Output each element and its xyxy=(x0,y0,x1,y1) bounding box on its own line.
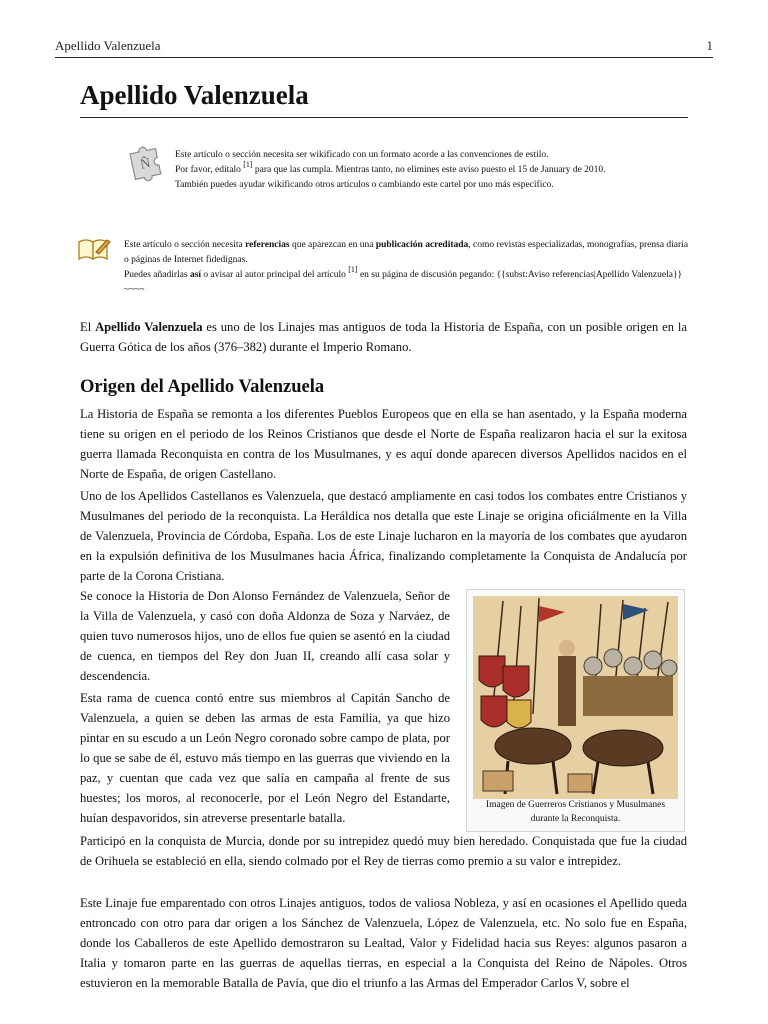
figure xyxy=(466,589,685,832)
intro-bold-name: Apellido Valenzuela xyxy=(95,320,203,334)
ref-link[interactable]: [1] xyxy=(243,160,253,169)
wikify-text: Por favor, edítalo xyxy=(175,165,241,175)
paragraph-text: Participó en la conquista de Murcia, donde por su intrepidez quedó muy bien heredado. Conquistada que fue la ciudad de Orihuela se estableció en ella, siendo colmado por el Rey de tierras como premio a su valor e intrepidez. xyxy=(80,834,687,868)
refs-link-asi[interactable]: así xyxy=(189,270,202,280)
refs-text: o avisar al autor principal del artículo xyxy=(203,270,346,280)
refs-text: , como revistas especializadas, monografías, prensa diaria o páginas de Internet fidedignas. xyxy=(124,240,689,265)
wikify-line1: Este artículo o sección necesita ser wikificado con un formato acorde a las convenciones de estilo. xyxy=(175,150,549,160)
wikify-notice xyxy=(175,148,645,193)
medieval-battle-illustration[interactable] xyxy=(473,596,678,799)
running-header xyxy=(55,38,713,58)
page-title: Apellido Valenzuela xyxy=(80,79,688,118)
paragraph: Este Linaje fue emparentado con otros Linajes antiguos, todos de valiosa Nobleza, y así en ocasiones el Apellido queda entroncado con otro para dar origen a los Sánchez de Valenzuela, López de Valenzuela, etc. No solo fue en España, donde los Caballeros de este Apellido demostraron su Lealtad, Valor y Fidelidad hacia sus Reyes: algunos pasaron a Italia y tomaron parte en las guerras de aquellas tierras, en especial a la Conquista del Reino de Nápoles. Otros estuvieron en la memorable Batalla de Pavía, que dio el triunfo a las Armas del Emperador Carlos V, sobre el xyxy=(80,896,687,990)
paragraph: La Historia de España se remonta a los diferentes Pueblos Europeos que en ella se han asentado, y la España moderna tiene su origen en el periodo de los Reinos Cristianos que desde el Norte de España realizaron hacia el sur la exitosa guerra llamada Reconquista en contra de los Musulmanes, y es aquí donde aparecen diversos Apellidos nacidos en el Norte de España, de origen Castellano. xyxy=(80,407,687,481)
paragraph xyxy=(80,831,687,871)
ref-link[interactable]: [1] xyxy=(348,265,358,274)
refs-text: Este artículo o sección necesita xyxy=(124,240,243,250)
svg-text:Ñ: Ñ xyxy=(139,156,153,173)
paragraph: Uno de los Apellidos Castellanos es Valenzuela, que destacó ampliamente en casi todos los combates entre Cristianos y Musulmanes del periodo de la reconquista. La Heráldica nos detalla que este Linaje se origina oficiálmente en la Villa de Valenzuela, Provincia de Córdoba, España. Los de este Linaje lucharon en la mayoría de los combates que ayudaron en la expulsión definitiva de los Musulmanes hacia África, finalizando completamente la Conquista de Andalucía por parte de la Corona Cristiana. xyxy=(80,489,687,583)
paragraph: Se conoce la Historia de Don Alonso Fernández de Valenzuela, Señor de la Villa de Valenzuela, y casó con doña Aldonza de Soza y Narváez, de quien tuvo numerosos hijos, uno de ellos fue quien se asentó en la ciudad de cuenca, en tiempos del Rey don Juan II, creando allí casa solar y descendencia. xyxy=(80,589,450,683)
refs-text: que aparezcan en una xyxy=(291,240,374,250)
refs-bold-referencias: referencias xyxy=(245,240,290,250)
references-notice xyxy=(124,238,689,298)
refs-text: en su página de discusión pegando: {{subst:Aviso referencias|Apellido Valenzuela}} ~~~~ xyxy=(124,270,683,295)
book-pencil-icon xyxy=(76,236,112,262)
wikify-line2 xyxy=(175,160,645,178)
figure-caption: Imagen de Guerreros Cristianos y Musulmanes durante la Reconquista. xyxy=(485,800,666,824)
paragraph: Esta rama de cuenca contó entre sus miembros al Capitán Sancho de Valenzuela, a quien se deben las armas de esta Familia, ya que hizo pintar en su escudo a un León Negro coronado sobre campo de plata, por lo que se sabe de él, estuvo más tiempo en las guerras que viviendo en la paz, y cuentan que cada vez que salía en campaña al frente de sus huestes; los moros, al reconocerle, por el León Negro del Estandarte, huían despavoridos, sin atreverse presentarle batalla. xyxy=(80,691,450,825)
wikify-line3: También puedes ayudar wikificando otros artículos o cambiando este cartel por uno más específico. xyxy=(175,180,554,190)
running-header-title: Apellido Valenzuela xyxy=(55,38,161,53)
page-number: 1 xyxy=(706,38,713,53)
intro-paragraph xyxy=(80,317,687,357)
refs-bold-publicacion: publicación acreditada xyxy=(375,240,469,250)
wikify-text: para que las cumpla. Mientras tanto, no elimines este aviso puesto el 15 de January de 2010. xyxy=(254,165,606,175)
section-heading: Origen del Apellido Valenzuela xyxy=(80,377,325,397)
intro-text: es uno de los Linajes mas antiguos de toda la Historia de España, con un posible origen en la Guerra Gótica de los años (376–382) durante el Imperio Romano. xyxy=(80,320,687,354)
intro-text: El xyxy=(80,320,92,334)
refs-text: Puedes añadirlas xyxy=(124,270,188,280)
puzzle-piece-icon xyxy=(124,141,166,183)
